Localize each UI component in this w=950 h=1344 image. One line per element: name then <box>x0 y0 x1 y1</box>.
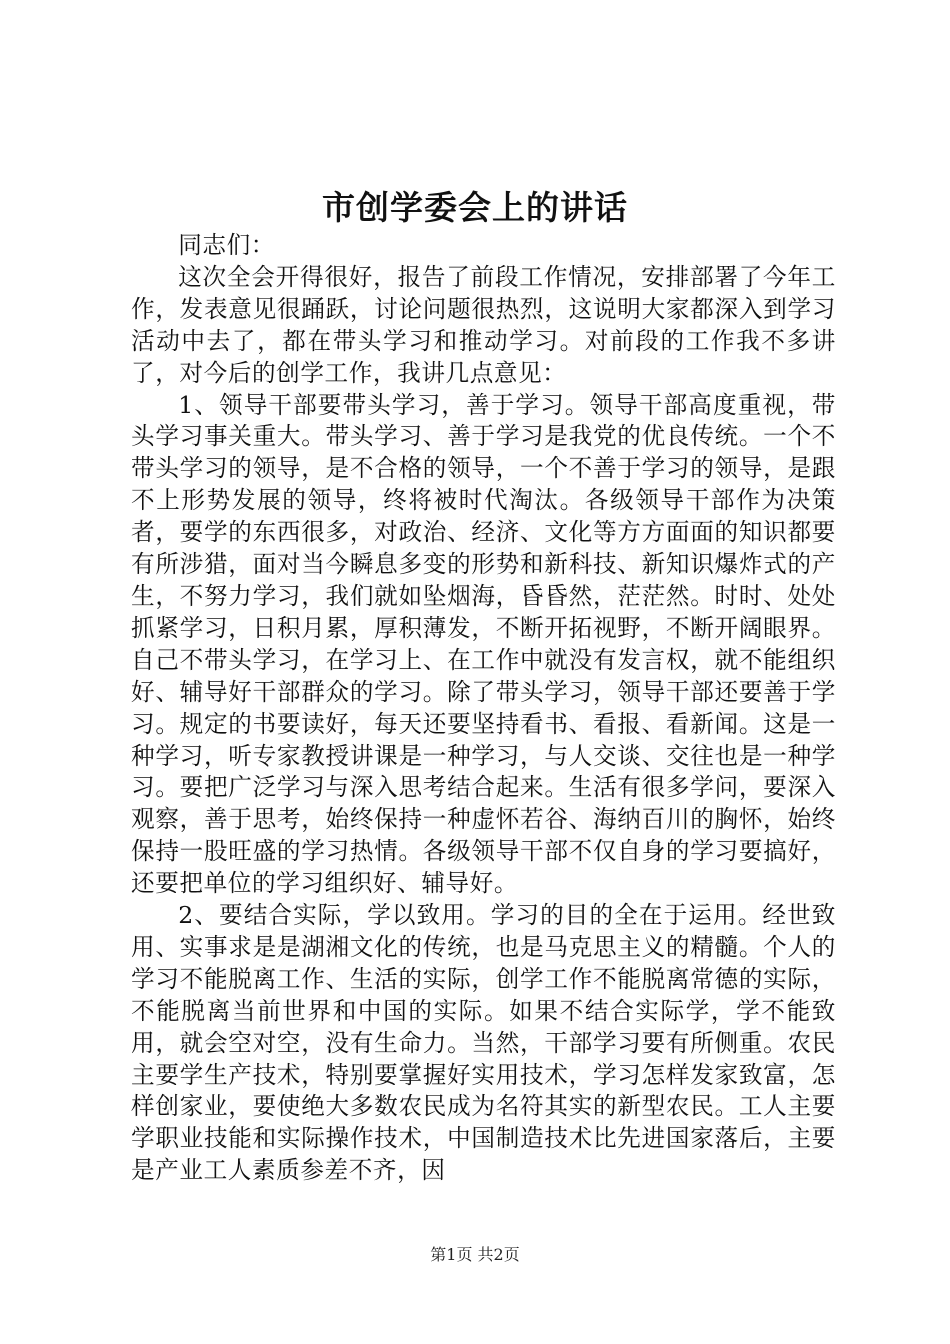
paragraph-point-1: 1、领导干部要带头学习，善于学习。领导干部高度重视，带头学习事关重大。带头学习、善于学习是我党的优良传统。一个不带头学习的领导，是不合格的领导，一个不善于学习的领导，是跟不上形势发展的领导，终将被时代淘汰。各级领导干部作为决策者，要学的东西很多，对政治、经济、文化等方方面面的知识都要有所涉猎，面对当今瞬息多变的形势和新科技、新知识爆炸式的产生，不努力学习，我们就如坠烟海，昏昏然，茫茫然。时时、处处抓紧学习，日积月累，厚积薄发，不断开拓视野，不断开阔眼界。自己不带头学习，在学习上、在工作中就没有发言权，就不能组织好、辅导好干部群众的学习。除了带头学习，领导干部还要善于学习。规定的书要读好，每天还要坚持看书、看报、看新闻。这是一种学习，听专家教授讲课是一种学习，与人交谈、交往也是一种学习。要把广泛学习与深入思考结合起来。生活有很多学问，要深入观察，善于思考，始终保持一种虚怀若谷、海纳百川的胸怀，始终保持一股旺盛的学习热情。各级领导干部不仅自身的学习要搞好，还要把单位的学习组织好、辅导好。 <box>131 390 836 898</box>
document-title: 市创学委会上的讲话 <box>322 188 628 227</box>
paragraph-intro: 这次全会开得很好，报告了前段工作情况，安排部署了今年工作，发表意见很踊跃，讨论问题很热烈，这说明大家都深入到学习活动中去了，都在带头学习和推动学习。对前段的工作我不多讲了，对今后的创学工作，我讲几点意见： <box>131 262 836 387</box>
salutation: 同志们： <box>178 231 275 259</box>
page-number-footer: 第1页 共2页 <box>430 1245 520 1264</box>
document-body <box>131 230 836 1187</box>
paragraph-point-2: 2、要结合实际，学以致用。学习的目的全在于运用。经世致用、实事求是是湖湘文化的传统，也是马克思主义的精髓。个人的学习不能脱离工作、生活的实际，创学工作不能脱离常德的实际，不能脱离当前世界和中国的实际。如果不结合实际学，学不能致用，就会空对空，没有生命力。当然，干部学习要有所侧重。农民主要学生产技术，特别要掌握好实用技术，学习怎样发家致富，怎样创家业，要使绝大多数农民成为名符其实的新型农民。工人主要学职业技能和实际操作技术，中国制造技术比先进国家落后，主要是产业工人素质参差不齐，因 <box>131 901 836 1185</box>
